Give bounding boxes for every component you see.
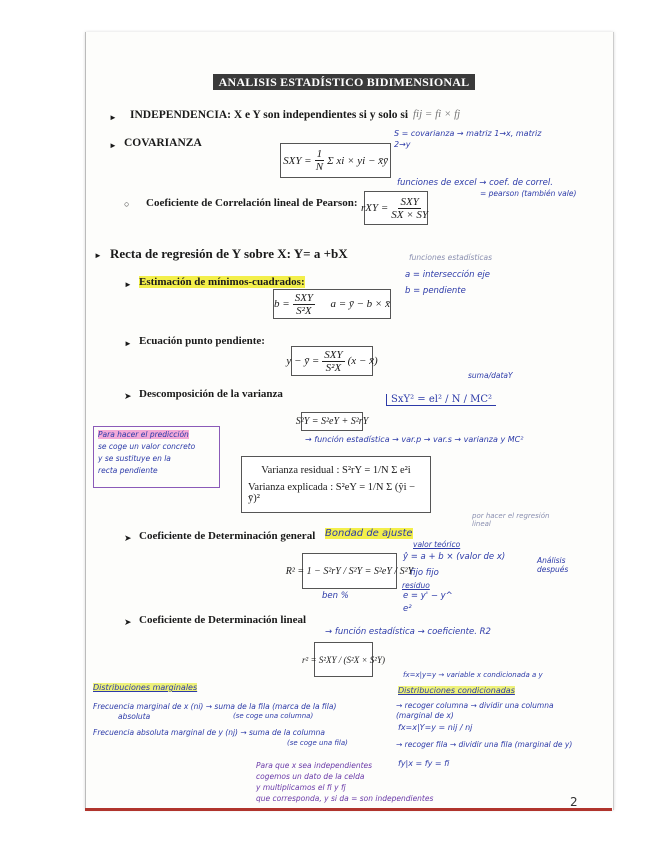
determ-gen-note-1: por hacer el regresión lineal [472,512,550,528]
determ-gen-note-3: ŷ = a + b × (valor de x) [403,552,506,562]
frac-den: S²X [296,304,312,317]
determ-gen-note-8: Análisis después [537,556,569,574]
regresion-note-1: funciones estadísticas [409,253,493,262]
prediccion-l3: y se sustituye en la [98,454,171,463]
punto-lhs: y − ȳ = [286,355,320,367]
determ-gen-note-6: e = y' − y^ [403,591,453,601]
indep-note-l4: que corresponda, y si da = son independientes [256,794,434,803]
bullet-arrow-icon: ► [124,280,132,289]
covarianza-rhs: Σ xi × yi − x̄ȳ [327,154,388,167]
independencia-formula: fij = fi × fj [413,108,461,120]
condicionadas-l4: fy|x = fy = fi [398,759,450,768]
marginales-l2b: (se coge una fila) [287,739,348,747]
determ-gen-formula-box: R² = 1 − S²rY / S²Y = S²eY / S²Y [302,553,397,589]
regresion-label: Recta de regresión de Y sobre X: Y= a +bX [110,246,348,261]
punto-formula-box [286,346,378,376]
regresion-note-2: a = intersección eje [405,270,491,280]
marginales-l1: Frecuencia marginal de x (ni) → suma de la fila (marca de la fila) [93,702,337,711]
pearson-formula-box [360,191,429,225]
condicionadas-head: Distribuciones condicionadas [398,686,515,695]
varianza-residual: Varianza residual : S²rY = 1/N Σ e²i [261,465,411,476]
pearson-fraction [391,196,428,221]
frac-den: S²X [325,361,342,374]
determ-lin-note: → función estadística → coeficiente. R2 [325,627,491,637]
bullet-arrow-icon: ► [109,141,117,150]
bullet-arrow-icon: ► [124,339,132,348]
determ-gen-note-5: residuo [402,581,430,590]
frac-num: SXY [324,348,343,361]
varianza-explicada: Varianza explicada : S²eY = 1/N Σ (ŷi − ȳ)² [248,482,416,504]
determ-gen-label: Coeficiente de Determinación general [139,530,316,542]
bullet-chevron-icon: ➤ [124,391,132,401]
bullet-arrow-icon: ► [94,251,102,260]
bullet-arrow-icon: ► [109,113,117,122]
punto-rhs: (x − x̄) [347,355,378,367]
determ-lin-formula-box: r² = S²XY / (S²X × S²Y) [314,642,373,677]
prediccion-l2: se coge un valor concreto [98,442,196,451]
bullet-chevron-icon: ➤ [124,617,132,627]
covarianza-formula-box [280,143,391,178]
bullet-chevron-icon: ➤ [124,533,132,543]
determ-lin-label: Coeficiente de Determinación lineal [139,614,307,626]
covarianza-fraction [315,148,325,173]
punto-fraction [322,349,344,374]
condicionadas-top: fx=x|y=y → variable x condicionada a y [403,671,543,679]
descomp-label: Descomposición de la varianza [139,388,283,400]
minimos-formula-box [273,289,391,319]
pearson-label: Coeficiente de Correlación lineal de Pearson: [146,197,358,209]
indep-note-l1: Para que x sea independientes [256,761,373,770]
prediccion-l4: recta pendiente [98,466,158,475]
varianzas-box [241,456,431,513]
covarianza-note: S = covarianza → matriz 1→x, matriz 2→y [394,129,542,149]
bondad-highlight: Bondad de ajuste [325,528,413,539]
frac-den: N [315,161,324,173]
indep-note-l3: y multiplicamos el fi y fj [256,783,346,792]
a-formula: a = ȳ − b × x̄ [330,298,390,310]
condicionadas-l1: → recoger columna → dividir una columna (marginal de x) [396,701,554,720]
prediccion-l1: Para hacer el predicción [98,430,189,439]
marginales-l1c: absoluta [118,712,151,721]
determ-gen-note-2: valor teórico [413,540,461,549]
determ-gen-note-4: fijo fijo [410,568,439,578]
marginales-l1b: (se coge una columna) [233,712,314,720]
condicionadas-l2: fx=x|Y=y = nij / nj [398,723,473,732]
marginales-l2: Frecuencia absoluta marginal de y (nj) → suma de la columna [93,728,325,737]
independencia-label: INDEPENDENCIA: X e Y son independientes si y solo si [130,109,409,121]
marginales-head: Distribuciones marginales [93,683,198,692]
frac-num: SXY [294,291,314,304]
minimos-label [139,276,305,288]
pearson-note-1: funciones de excel → coef. de correl. [397,178,553,188]
b-fraction [293,292,315,317]
b-lhs: b = [274,298,290,310]
pearson-lhs: rXY = [360,202,389,214]
descomp-stamp-note: suma/dataY [468,371,513,380]
frac-num: 1 [316,148,323,160]
bullet-circle-icon: ○ [124,199,130,209]
pearson-note-2: = pearson (también vale) [480,189,577,198]
prediccion-line [98,429,215,441]
punto-label: Ecuación punto pendiente: [139,335,265,347]
covarianza-lhs: SXY = [283,154,312,167]
regresion-note-3: b = pendiente [405,286,466,296]
descomp-formula-box: S²Y = S²eY + S²rY [301,412,363,431]
descomp-note: → función estadística → var.p → var.s → varianza y MC² [305,435,524,444]
determ-gen-under: ben % [322,591,349,601]
minimos-highlight: Estimación de mínimos-cuadrados: [139,276,305,288]
condicionadas-l3: → recoger fila → dividir una fila (marginal de y) [396,740,573,749]
prediccion-note-box [93,426,220,488]
frac-num: SXY [400,195,419,208]
page-number: 2 [570,795,578,809]
indep-note-l2: cogemos un dato de la celda [256,772,365,781]
frac-den: SX × SY [391,208,429,221]
covarianza-label: COVARIANZA [124,137,202,149]
descomp-stamp: SxY² = el² / N / MC² [386,394,496,406]
page-title: ANALISIS ESTADÍSTICO BIDIMENSIONAL [213,74,475,90]
determ-gen-note-7: e² [403,604,412,614]
